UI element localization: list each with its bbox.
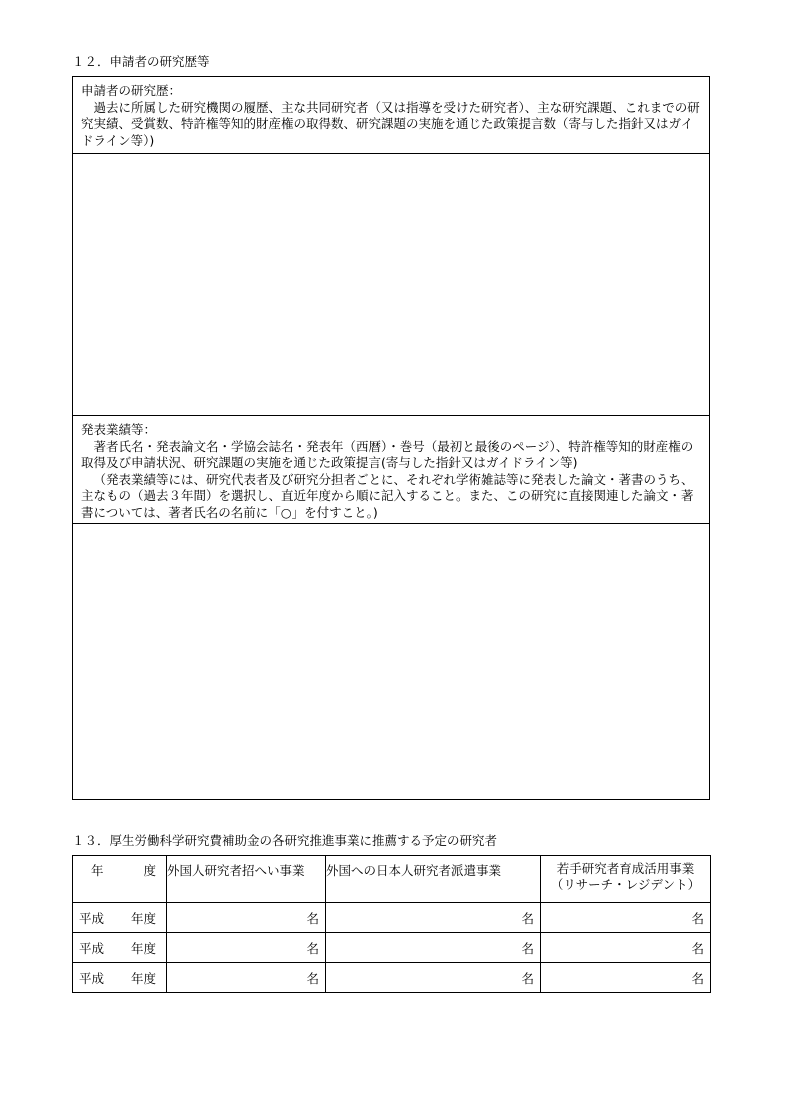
year-label: 年度 (130, 970, 156, 986)
year-cell[interactable] (73, 933, 167, 963)
table-row (73, 903, 711, 933)
year-header-right: 度 (143, 863, 156, 878)
era-label: 平成 (79, 970, 105, 986)
col-young-researcher-sublabel: （リサーチ・レジデント） (550, 877, 701, 892)
count-cell[interactable]: 名 (326, 933, 541, 963)
achievements-label: 発表業績等： (81, 422, 157, 437)
count-cell[interactable]: 名 (167, 933, 326, 963)
table-row (73, 933, 711, 963)
research-history-box (72, 76, 710, 800)
count-cell[interactable]: 名 (167, 903, 326, 933)
research-history-entry-area[interactable] (73, 154, 709, 416)
count-cell[interactable]: 名 (326, 963, 541, 993)
era-label: 平成 (79, 910, 105, 926)
year-cell[interactable] (73, 963, 167, 993)
achievements-note: （発表業績等には、研究代表者及び研究分担者ごとに、それぞれ学術雑誌等に発表した論文・著書のうち、主なもの（過去３年間）を選択し、直近年度から順に記入すること。また、この研究に直接関連した論文・著書については、著者氏名の名前に「○」を付すこと。) (81, 471, 694, 520)
achievements-entry-area[interactable] (73, 524, 709, 799)
section-13-title: １３．厚生労働科学研究費補助金の各研究推進事業に推薦する予定の研究者 (72, 833, 498, 848)
section-12-title: １２．申請者の研究歴等 (72, 54, 210, 69)
col-foreign-invite-label: 外国人研究者招へい事業 (167, 863, 305, 878)
research-history-label: 申請者の研究歴： (81, 83, 182, 98)
year-header-left: 年 (91, 863, 104, 878)
count-cell[interactable]: 名 (541, 903, 711, 933)
count-cell[interactable]: 名 (541, 933, 711, 963)
year-label: 年度 (130, 940, 156, 956)
achievements-description: 著者氏名・発表論文名・学協会誌名・発表年（西暦）・巻号（最初と最後のページ）、特許権等知的財産権の取得及び申請状況、研究課題の実施を通じた政策提言(寄与した指針又はガイドライン等) (81, 438, 694, 470)
col-foreign-invite-header (167, 856, 326, 903)
research-history-header (73, 77, 709, 154)
table-row (73, 963, 711, 993)
year-label: 年度 (130, 910, 156, 926)
era-label: 平成 (79, 940, 105, 956)
count-cell[interactable]: 名 (541, 963, 711, 993)
table-header-row (73, 856, 711, 903)
research-history-description: 過去に所属した研究機関の履歴、主な共同研究者（又は指導を受けた研究者）、主な研究課題、これまでの研究実績、受賞数、特許権等知的財産権の取得数、研究課題の実施を通じた政策提言数（寄与した指針又はガイドライン等）) (81, 99, 700, 148)
achievements-header (73, 416, 709, 524)
researcher-recommendation-table (72, 855, 711, 993)
count-cell[interactable]: 名 (326, 903, 541, 933)
col-young-researcher-header (541, 856, 711, 903)
count-cell[interactable]: 名 (167, 963, 326, 993)
col-young-researcher-label: 若手研究者育成活用事業 (556, 861, 695, 876)
year-cell[interactable] (73, 903, 167, 933)
col-japanese-dispatch-header (326, 856, 541, 903)
year-header (73, 856, 167, 903)
col-japanese-dispatch-label: 外国への日本人研究者派遣事業 (326, 863, 502, 878)
